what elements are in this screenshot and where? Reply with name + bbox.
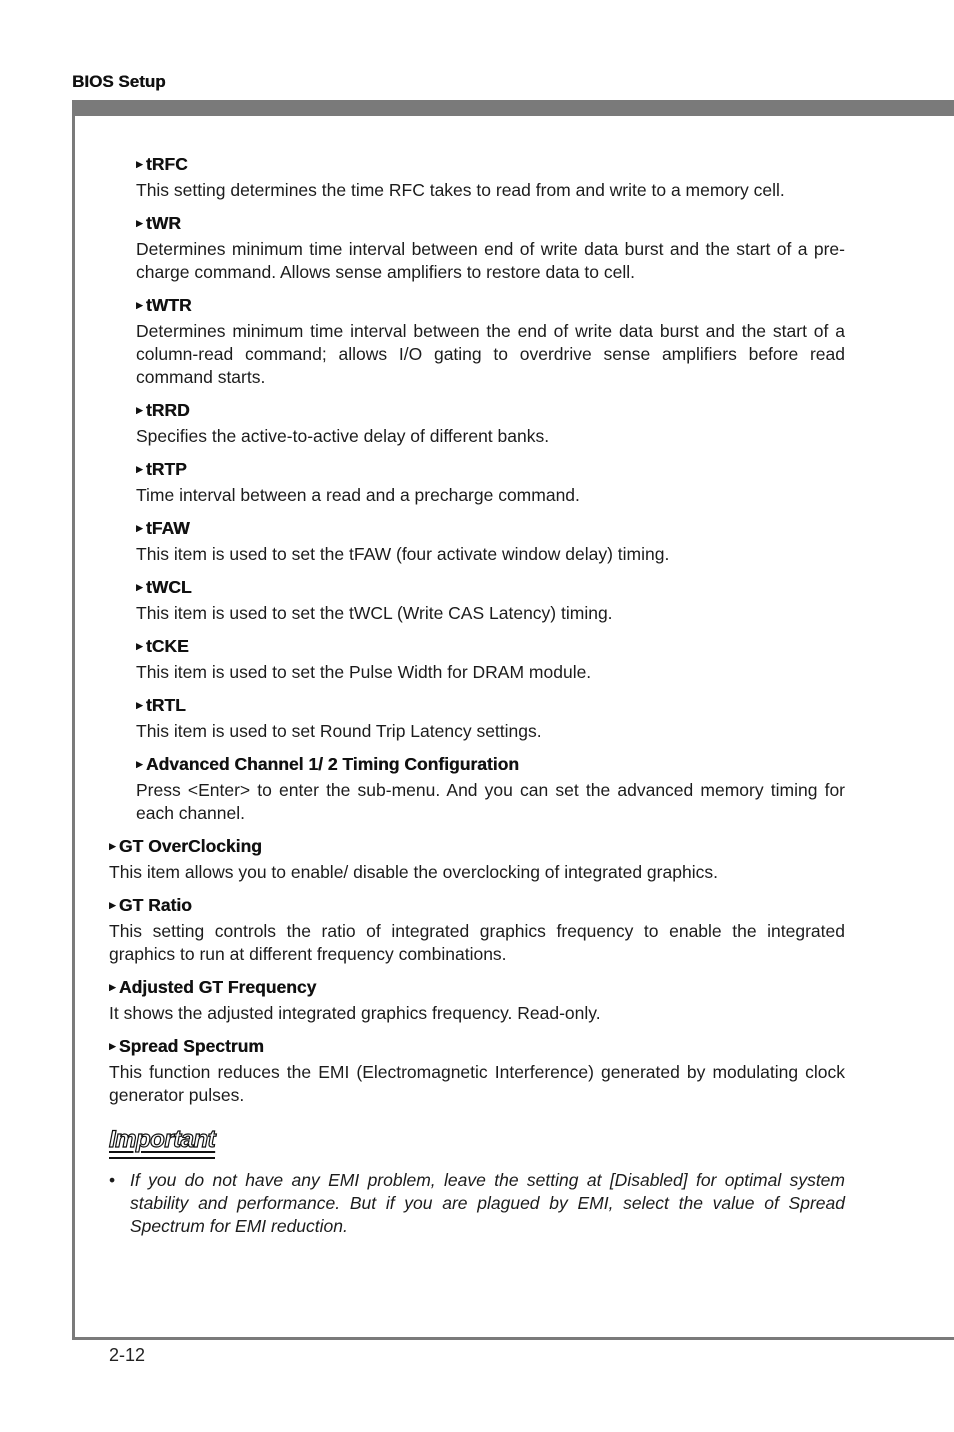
setting-title [136, 634, 845, 658]
triangle-right-icon: ▶ [136, 582, 143, 592]
setting-description: Specifies the active-to-active delay of different banks. [136, 426, 550, 446]
setting-title-text: tWTR [145, 294, 192, 315]
triangle-right-icon: ▶ [136, 641, 143, 651]
setting-description: This setting controls the ratio of integrated graphics frequency to enable the integrated graphics to run at different frequency combinations. [109, 921, 845, 964]
setting-title-text: tRRD [145, 399, 190, 420]
important-note [109, 1169, 845, 1238]
setting-title [136, 152, 845, 176]
important-notice [0, 1125, 845, 1238]
triangle-right-icon: ▶ [136, 523, 143, 533]
setting-title [109, 834, 845, 858]
setting-title-text: Adjusted GT Frequency [118, 976, 317, 997]
setting-title [136, 693, 845, 717]
triangle-right-icon: ▶ [136, 300, 143, 310]
setting-item-twtr [0, 293, 845, 389]
page-header-title: BIOS Setup [72, 72, 166, 91]
triangle-right-icon: ▶ [109, 900, 116, 910]
setting-item-gt-overclocking [0, 834, 845, 884]
setting-description: Determines minimum time interval between end of write data burst and the start of a pre-charge command. Allows sense amplifiers to restore data to cell. [136, 239, 845, 282]
setting-item-twr [0, 211, 845, 284]
setting-title [136, 516, 845, 540]
setting-title-text: Spread Spectrum [118, 1035, 264, 1056]
setting-title-text: tRTL [145, 694, 186, 715]
triangle-right-icon: ▶ [136, 405, 143, 415]
bullet-icon: • [109, 1170, 116, 1190]
setting-description: This item allows you to enable/ disable the overclocking of integrated graphics. [109, 862, 718, 882]
setting-item-tfaw [0, 516, 845, 566]
bottom-border-rule [72, 1337, 954, 1340]
setting-description: This item is used to set the tFAW (four activate window delay) timing. [136, 544, 670, 564]
page-number: 2-12 [109, 1345, 146, 1365]
setting-title [136, 211, 845, 235]
setting-item-trrd [0, 398, 845, 448]
setting-description: This item is used to set the tWCL (Write CAS Latency) timing. [136, 603, 613, 623]
setting-title [136, 457, 845, 481]
triangle-right-icon: ▶ [136, 159, 143, 169]
setting-description: This setting determines the time RFC takes to read from and write to a memory cell. [136, 180, 785, 200]
setting-title-text: tRFC [145, 153, 188, 174]
triangle-right-icon: ▶ [136, 759, 143, 769]
setting-description: Time interval between a read and a precharge command. [136, 485, 580, 505]
main-content [0, 152, 954, 1238]
setting-title [136, 575, 845, 599]
setting-description: This item is used to set the Pulse Width for DRAM module. [136, 662, 592, 682]
setting-description: It shows the adjusted integrated graphics frequency. Read-only. [109, 1003, 601, 1023]
triangle-right-icon: ▶ [136, 218, 143, 228]
header-bar [72, 100, 954, 116]
setting-title [109, 975, 845, 999]
setting-title [136, 752, 845, 776]
setting-title-text: tWR [145, 212, 181, 233]
setting-title [136, 398, 845, 422]
setting-item-tcke [0, 634, 845, 684]
setting-description: This item is used to set Round Trip Latency settings. [136, 721, 542, 741]
triangle-right-icon: ▶ [136, 464, 143, 474]
setting-item-advanced-channel-timing [0, 752, 845, 825]
triangle-right-icon: ▶ [109, 1041, 116, 1051]
setting-title-text: tRTP [145, 458, 187, 479]
setting-item-adjusted-gt-frequency [0, 975, 845, 1025]
triangle-right-icon: ▶ [136, 700, 143, 710]
setting-title-text: Advanced Channel 1/ 2 Timing Configuration [145, 753, 519, 774]
setting-title [136, 293, 845, 317]
setting-item-trtl [0, 693, 845, 743]
triangle-right-icon: ▶ [109, 841, 116, 851]
setting-title [109, 893, 845, 917]
setting-title-text: tFAW [145, 517, 190, 538]
important-note-text: If you do not have any EMI problem, leave the setting at [Disabled] for optimal system stability and performance. But if you are plagued by EMI, select the value of Spread Spectrum for EMI reduction. [130, 1170, 845, 1236]
setting-description: Press <Enter> to enter the sub-menu. And you can set the advanced memory timing for each channel. [136, 780, 845, 823]
setting-item-trfc [0, 152, 845, 202]
setting-title-text: GT Ratio [118, 894, 192, 915]
important-heading: Important [109, 1125, 215, 1159]
setting-title-text: tCKE [145, 635, 189, 656]
setting-item-spread-spectrum [0, 1034, 845, 1107]
setting-title [109, 1034, 845, 1058]
setting-description: Determines minimum time interval between the end of write data burst and the start of a column-read command; allows I/O gating to overdrive sense amplifiers before read command starts. [136, 321, 845, 387]
setting-description: This function reduces the EMI (Electromagnetic Interference) generated by modulating clock generator pulses. [109, 1062, 845, 1105]
triangle-right-icon: ▶ [109, 982, 116, 992]
setting-title-text: GT OverClocking [118, 835, 262, 856]
setting-title-text: tWCL [145, 576, 192, 597]
setting-item-gt-ratio [0, 893, 845, 966]
setting-item-twcl [0, 575, 845, 625]
setting-item-trtp [0, 457, 845, 507]
